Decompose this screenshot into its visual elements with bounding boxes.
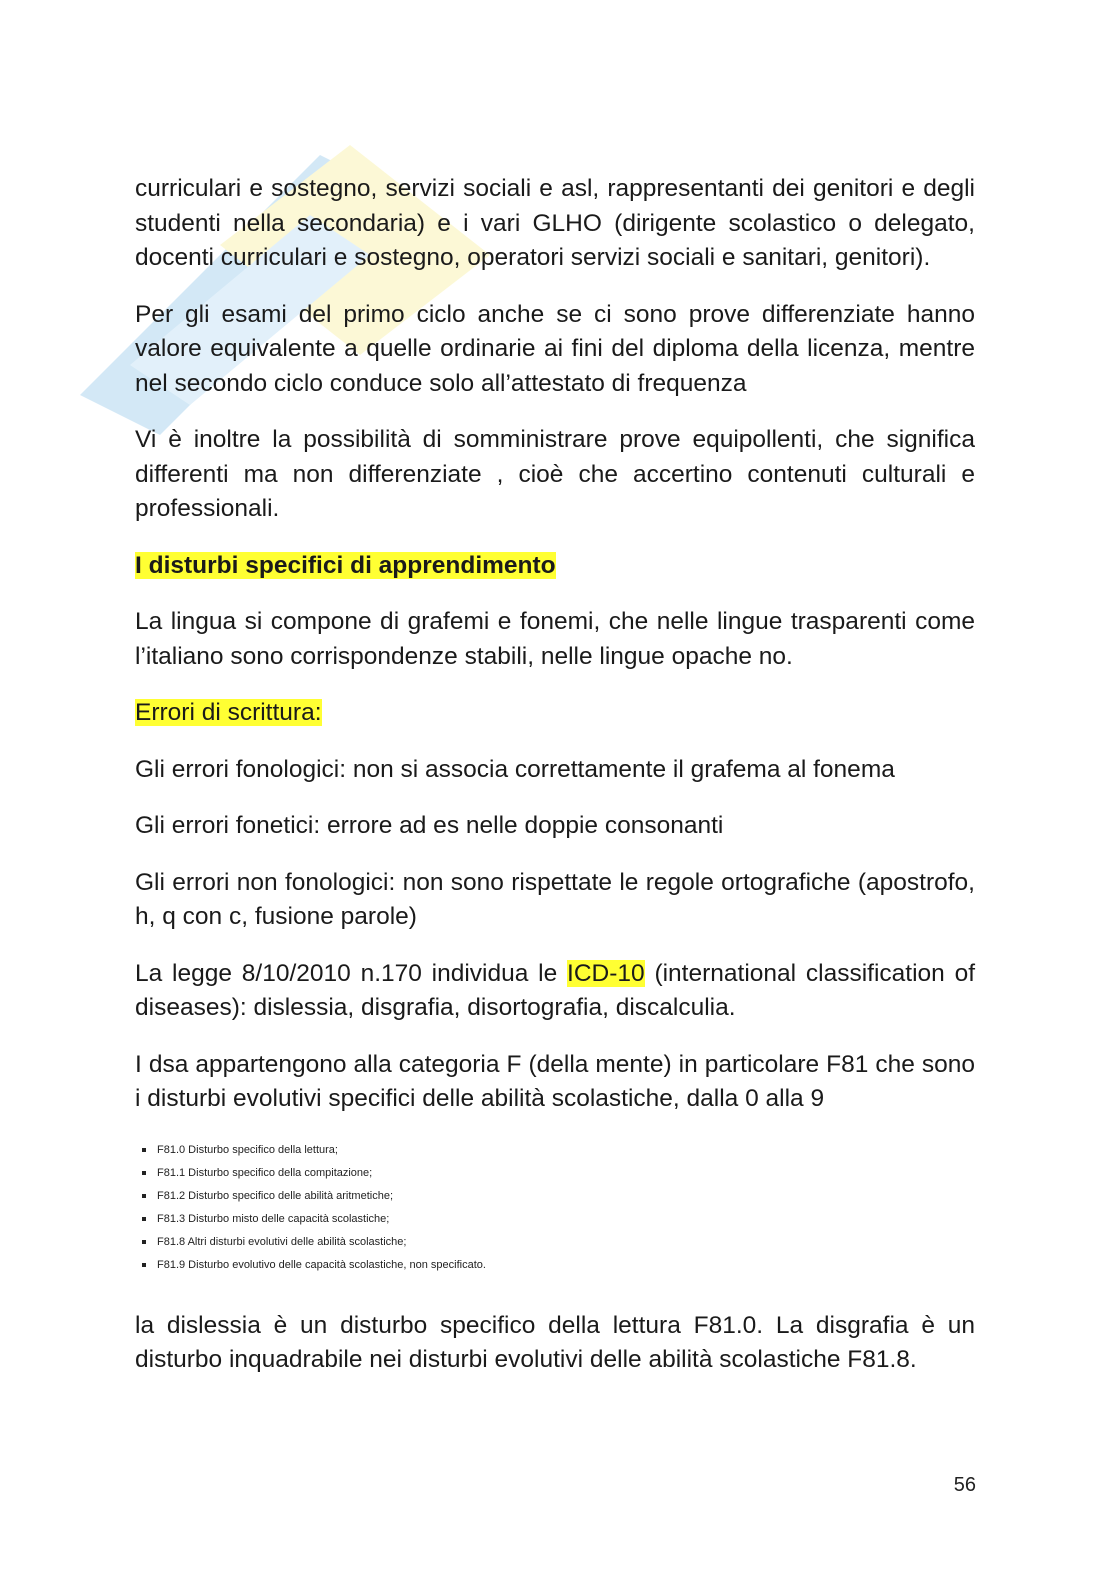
list-item: F81.9 Disturbo evolutivo delle capacità scolastiche, non specificato. — [135, 1254, 975, 1277]
paragraph-esami: Per gli esami del primo ciclo anche se ci sono prove differenziate hanno valore equivalente a quelle ordinarie ai fini del diploma della licenza, mentre nel secondo ciclo conduce solo all’attestato di frequenza — [135, 300, 975, 397]
highlighted-subheading: Errori di scrittura: — [135, 699, 322, 726]
paragraph-errori-fonetici: Gli errori fonetici: errore ad es nelle doppie consonanti — [135, 812, 724, 839]
legge-text-before: La legge 8/10/2010 n.170 individua le — [135, 959, 568, 987]
paragraph-dislessia: la dislessia è un disturbo specifico della lettura F81.0. La disgrafia è un disturbo inquadrabile nei disturbi evolutivi delle abilità scolastiche F81.8. — [135, 1311, 975, 1373]
paragraph-errori-non-fonologici: Gli errori non fonologici: non sono rispettate le regole ortografiche (apostrofo, h, q con c, fusione parole) — [135, 868, 975, 930]
list-item: F81.2 Disturbo specifico delle abilità aritmetiche; — [135, 1185, 975, 1208]
paragraph-prove-equipollenti: Vi è inoltre la possibilità di somministrare prove equipollenti, che significa differenti ma non differenziate , cioè che accertino contenuti culturali e professionali. — [135, 426, 975, 522]
section-heading — [135, 549, 975, 584]
highlighted-heading: I disturbi specifici di apprendimento — [135, 551, 556, 579]
paragraph-lingua: La lingua si compone di grafemi e fonemi, che nelle lingue trasparenti come l’italiano sono corrispondenze stabili, nelle lingue opache no. — [135, 608, 975, 670]
subheading — [135, 696, 975, 731]
list-item: F81.3 Disturbo misto delle capacità scolastiche; — [135, 1208, 975, 1231]
highlighted-icd10: ICD-10 — [567, 959, 645, 987]
paragraph-glho: curriculari e sostegno, servizi sociali e asl, rappresentanti dei genitori e degli studenti nella secondaria) e i vari GLHO (dirigente scolastico o delegato, docenti curriculari e sostegno, operatori servizi sociali e sanitari, genitori). — [135, 175, 975, 271]
list-item: F81.1 Disturbo specifico della compitazione; — [135, 1162, 975, 1185]
paragraph-legge — [135, 957, 975, 1026]
paragraph-errori-fonologici: Gli errori fonologici: non si associa correttamente il grafema al fonema — [135, 755, 895, 783]
list-item: F81.0 Disturbo specifico della lettura; — [135, 1139, 975, 1162]
page-content — [135, 172, 975, 1400]
page-number: 56 — [953, 1474, 976, 1496]
legge-text-after: (international classification of diseases): dislessia, disgrafia, disortografia, discalculia. — [135, 959, 975, 1021]
paragraph-dsa: I dsa appartengono alla categoria F (della mente) in particolare F81 che sono i disturbi evolutivi specifici delle abilità scolastiche, dalla 0 alla 9 — [135, 1050, 975, 1112]
list-item: F81.8 Altri disturbi evolutivi delle abilità scolastiche; — [135, 1231, 975, 1254]
f81-list — [135, 1139, 975, 1277]
